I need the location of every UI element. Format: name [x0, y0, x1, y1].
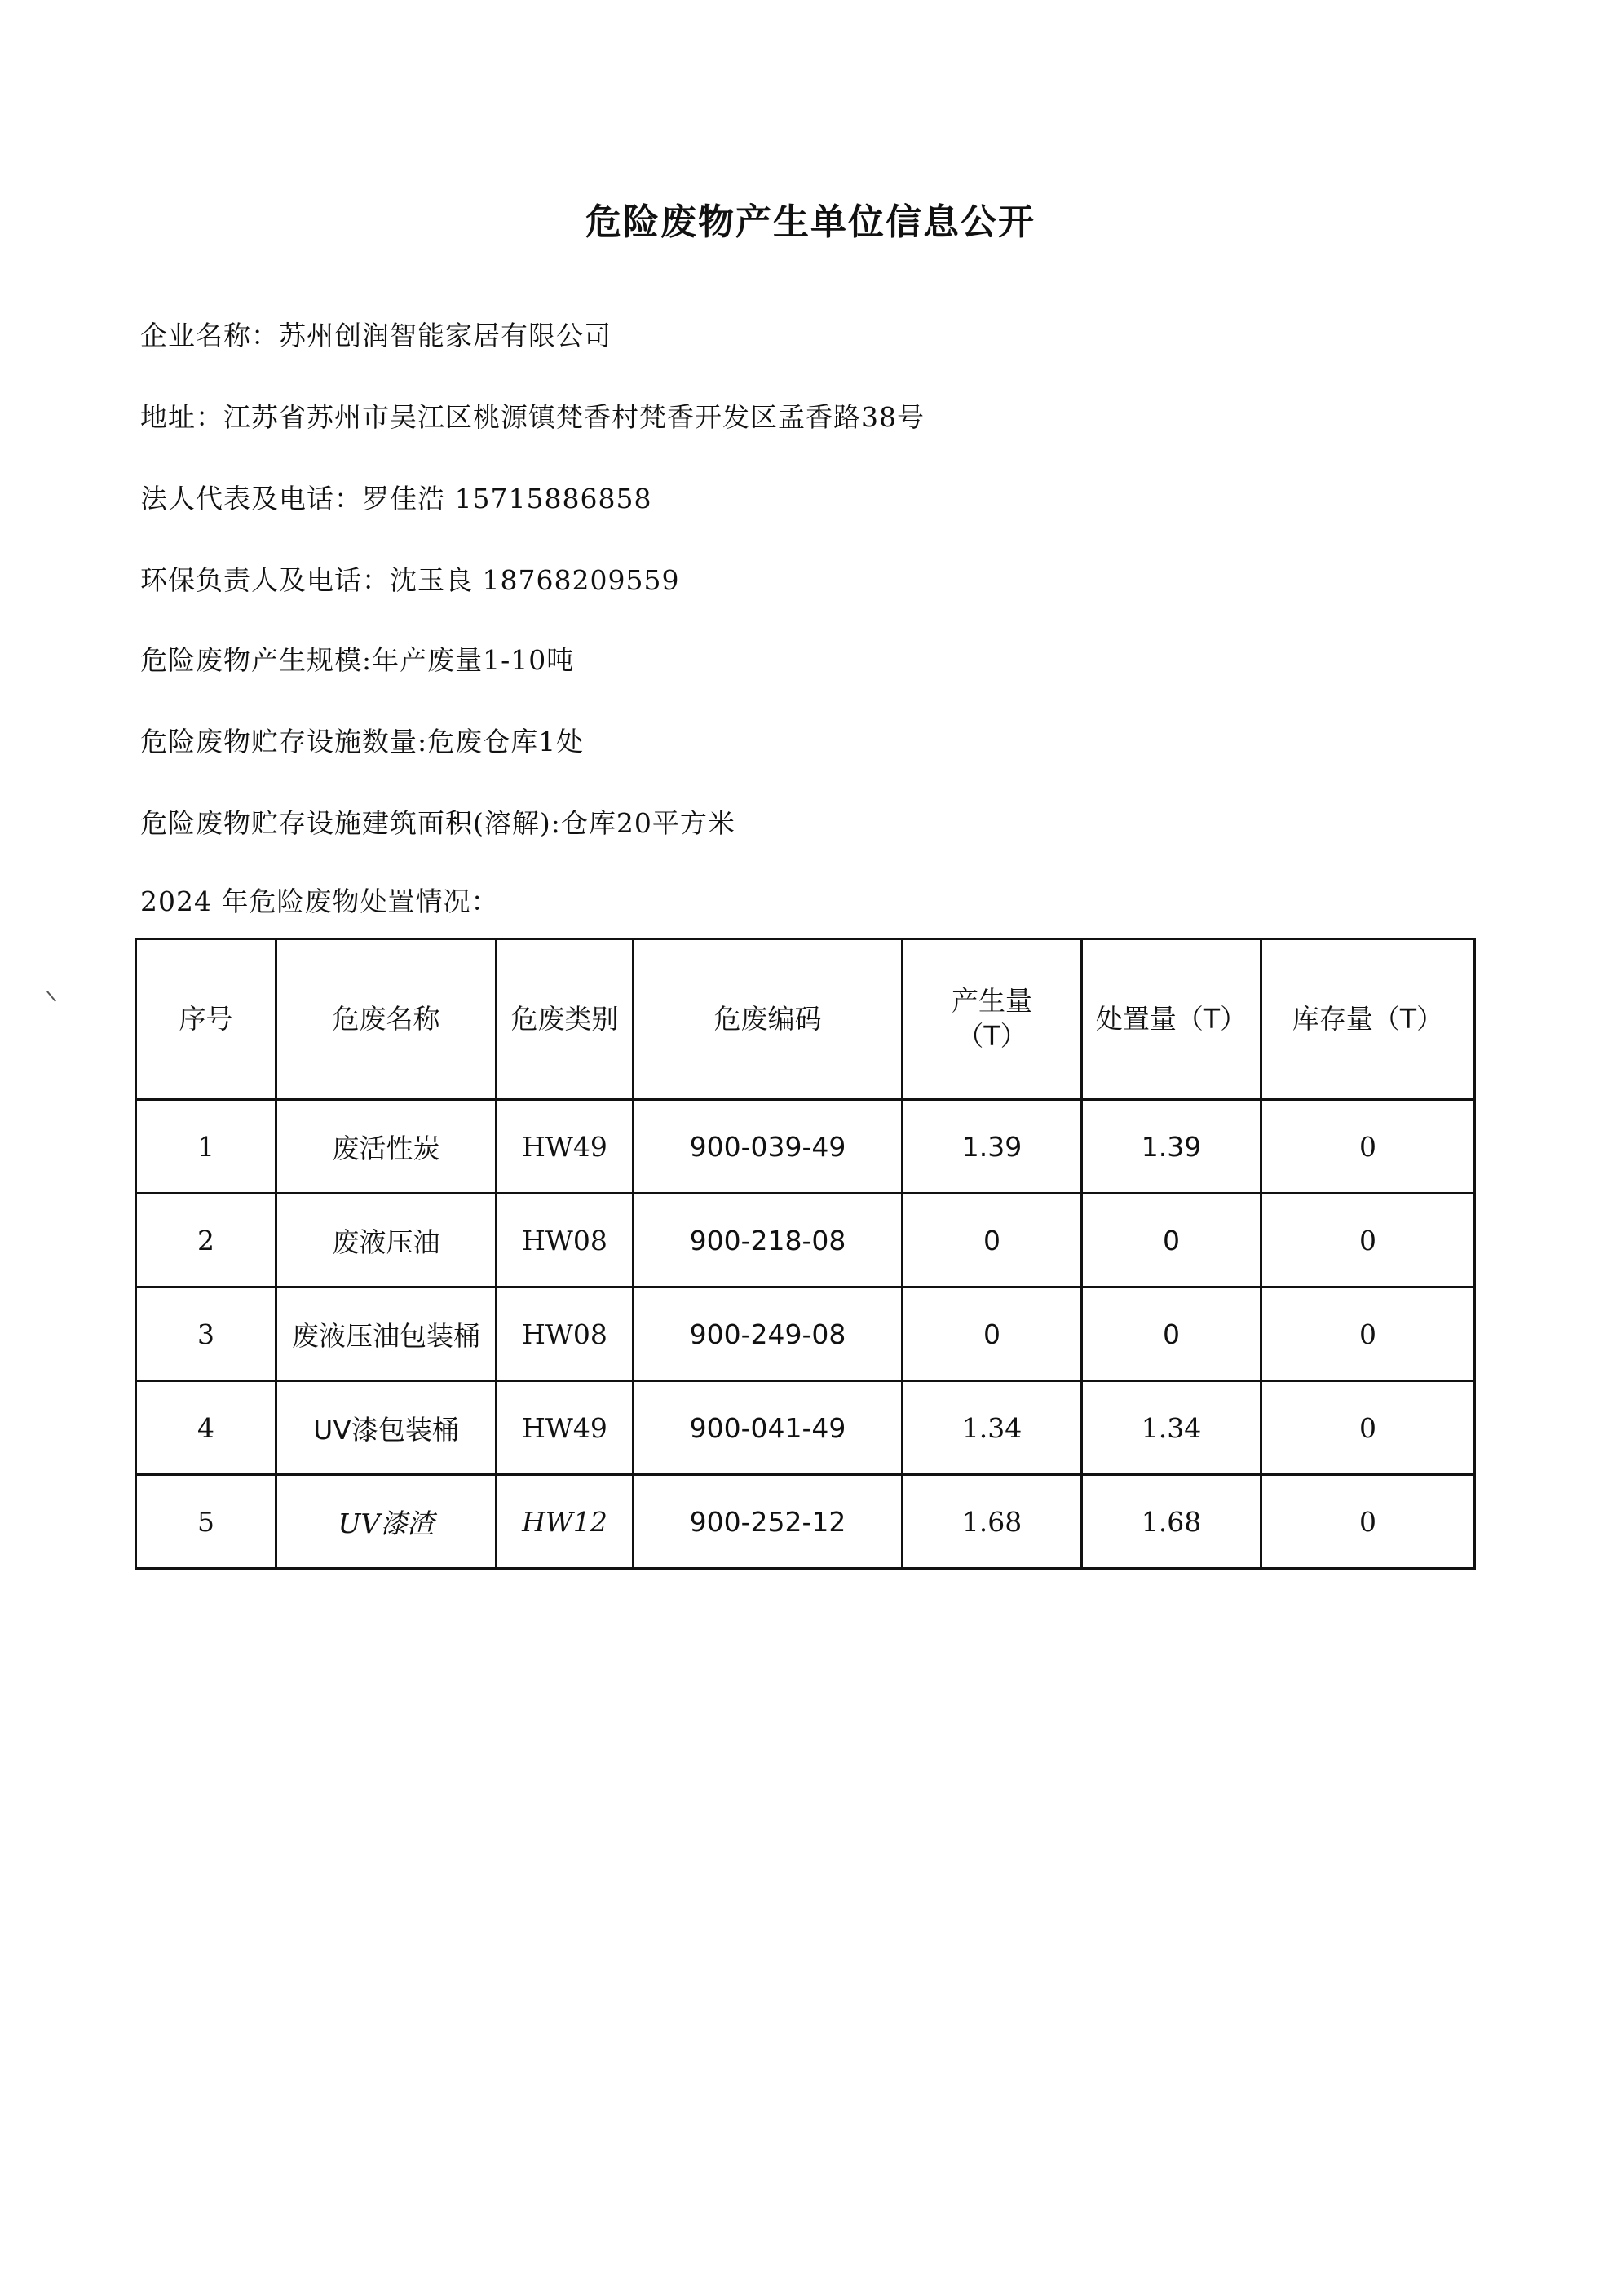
- cell-disposed: 1.34: [1082, 1381, 1261, 1475]
- header-stock: 库存量（T）: [1261, 939, 1475, 1100]
- cell-stock: 0: [1261, 1287, 1475, 1381]
- cell-name: 废液压油: [276, 1194, 497, 1287]
- environmental-contact-line: 环保负责人及电话：沈玉良 18768209559: [140, 564, 680, 596]
- cell-code: 900-041-49: [634, 1381, 903, 1475]
- cell-stock: 0: [1261, 1381, 1475, 1475]
- table-row: [136, 1475, 1475, 1569]
- header-seq: 序号: [136, 939, 276, 1100]
- cell-category: HW12: [497, 1475, 634, 1569]
- cell-name: 废液压油包装桶: [276, 1287, 497, 1381]
- table-row: [136, 1287, 1475, 1381]
- cell-code: 900-252-12: [634, 1475, 903, 1569]
- cell-code: 900-039-49: [634, 1100, 903, 1194]
- waste-scale-line: 危险废物产生规模:年产废量1-10吨: [140, 644, 575, 676]
- scan-speck: [46, 991, 56, 1002]
- cell-produced: 0: [903, 1194, 1082, 1287]
- cell-category: HW08: [497, 1194, 634, 1287]
- header-produced: [903, 939, 1082, 1100]
- cell-disposed: 0: [1082, 1287, 1261, 1381]
- disposal-heading: 2024 年危险废物处置情况：: [140, 885, 499, 917]
- cell-name: UV漆渣: [276, 1475, 497, 1569]
- cell-produced: 0: [903, 1287, 1082, 1381]
- cell-stock: 0: [1261, 1100, 1475, 1194]
- cell-seq: 3: [136, 1287, 276, 1381]
- cell-produced: 1.68: [903, 1475, 1082, 1569]
- cell-disposed: 1.68: [1082, 1475, 1261, 1569]
- cell-stock: 0: [1261, 1475, 1475, 1569]
- header-produced-line1: 产生量: [952, 985, 1032, 1018]
- cell-name: UV漆包装桶: [276, 1381, 497, 1475]
- cell-produced: 1.39: [903, 1100, 1082, 1194]
- header-category: 危废类别: [497, 939, 634, 1100]
- cell-seq: 1: [136, 1100, 276, 1194]
- cell-stock: 0: [1261, 1194, 1475, 1287]
- table-header-row: [136, 939, 1475, 1100]
- cell-seq: 5: [136, 1475, 276, 1569]
- cell-category: HW08: [497, 1287, 634, 1381]
- cell-code: 900-249-08: [634, 1287, 903, 1381]
- header-produced-line2: （T）: [956, 1020, 1027, 1052]
- address-line: 地址：江苏省苏州市吴江区桃源镇梵香村梵香开发区孟香路38号: [140, 401, 925, 433]
- cell-code: 900-218-08: [634, 1194, 903, 1287]
- cell-disposed: 1.39: [1082, 1100, 1261, 1194]
- document-title: 危险废物产生单位信息公开: [585, 201, 1036, 243]
- cell-name: 废活性炭: [276, 1100, 497, 1194]
- waste-disposal-table: [135, 938, 1476, 1570]
- cell-seq: 2: [136, 1194, 276, 1287]
- cell-category: HW49: [497, 1100, 634, 1194]
- table-row: [136, 1100, 1475, 1194]
- header-code: 危废编码: [634, 939, 903, 1100]
- cell-category: HW49: [497, 1381, 634, 1475]
- table-row: [136, 1194, 1475, 1287]
- header-disposed: 处置量（T）: [1082, 939, 1261, 1100]
- company-name-line: 企业名称：苏州创润智能家居有限公司: [140, 320, 612, 351]
- header-name: 危废名称: [276, 939, 497, 1100]
- cell-seq: 4: [136, 1381, 276, 1475]
- cell-disposed: 0: [1082, 1194, 1261, 1287]
- table-row: [136, 1381, 1475, 1475]
- storage-facility-area-line: 危险废物贮存设施建筑面积(溶解):仓库20平方米: [140, 807, 735, 839]
- storage-facility-count-line: 危险废物贮存设施数量:危废仓库1处: [140, 726, 585, 757]
- cell-produced: 1.34: [903, 1381, 1082, 1475]
- legal-representative-line: 法人代表及电话：罗佳浩 15715886858: [140, 483, 652, 514]
